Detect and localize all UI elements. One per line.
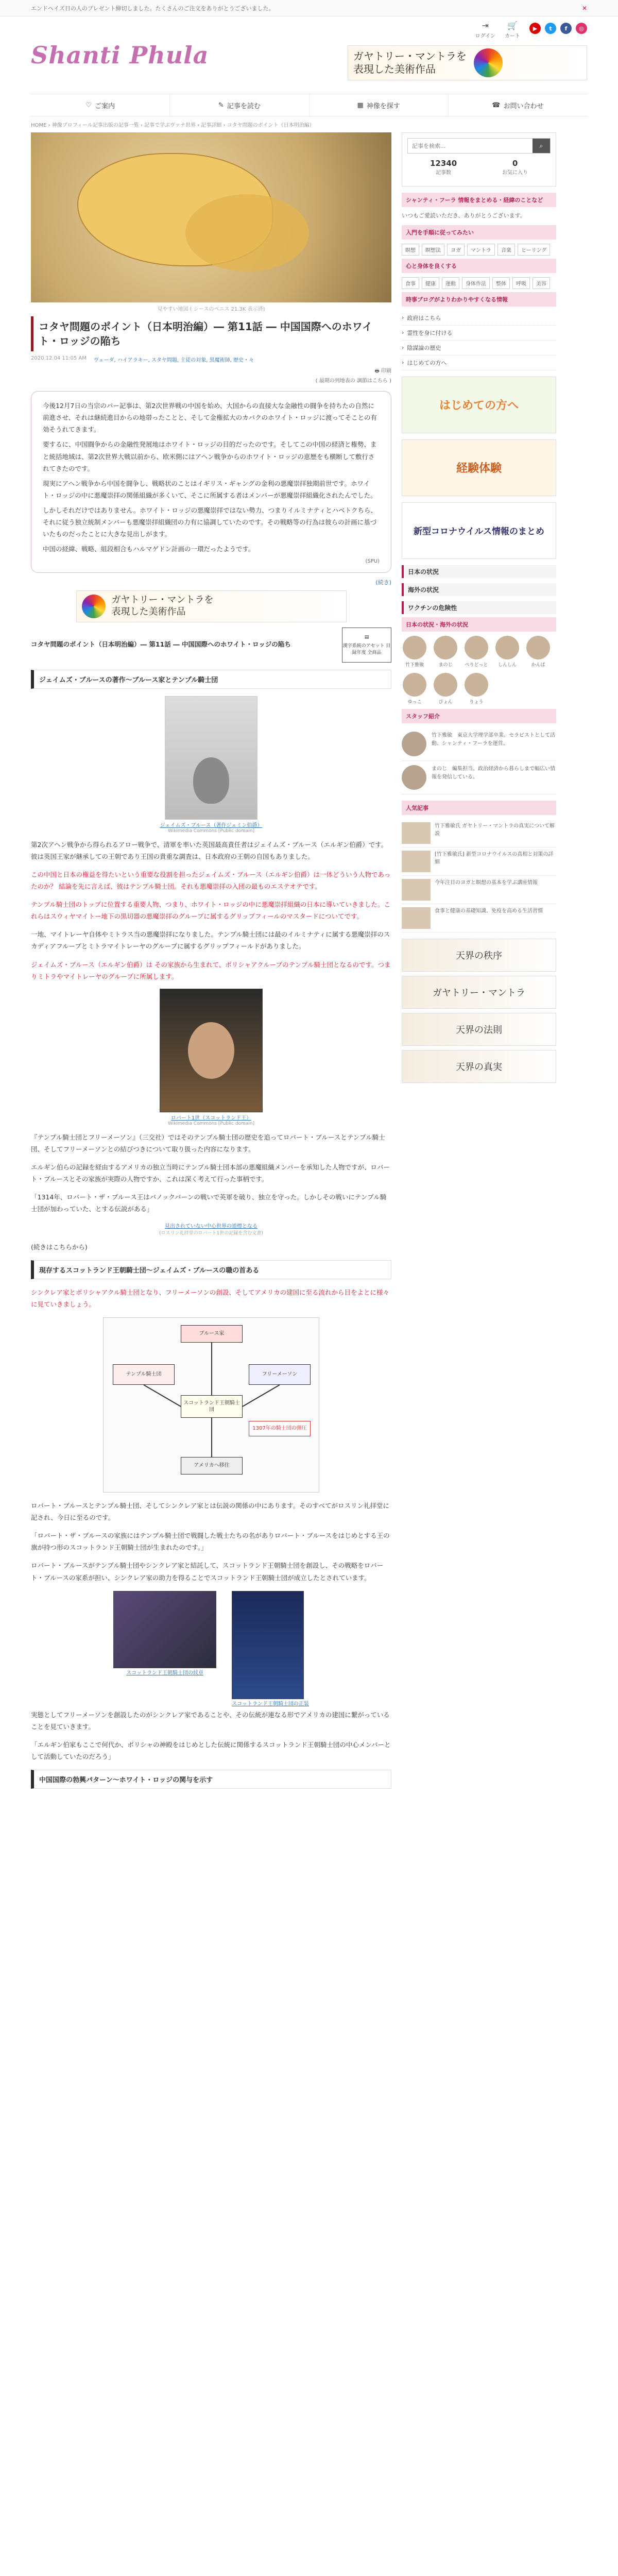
avatar	[434, 673, 457, 697]
sidebar-heading: 時事ブログがよりわかりやすくなる情報	[402, 292, 556, 307]
nav-guide[interactable]	[31, 94, 170, 116]
quote-source: (ロスリン礼拝堂のロバート1世の記録を含む文書)	[159, 1230, 263, 1236]
topic-chip[interactable]: 運動	[442, 277, 459, 289]
diagram-node: アメリカへ移住	[181, 1457, 243, 1475]
body-paragraph: 実態としてフリーメーソンを創設したのがシンクレア家であることや、その伝統が連なる形でアメリカの建国に繋がっていることを見ていきます。	[31, 1710, 390, 1731]
chevron-right-icon: ›	[402, 329, 404, 336]
body-paragraph: 「ロバート・ザ・ブルースの家族にはテンプル騎士団で戦闘した戦士たちの名がありロバート・ブルースをはじめとする王の旗が持つ形のスコットランド王朝騎士団が生まれたのです。」	[31, 1532, 390, 1552]
topic-chip[interactable]: ヨガ	[447, 244, 465, 256]
sidebar-heading: 入門を手順に従ってみたい	[402, 225, 556, 240]
instagram-icon[interactable]: ◎	[576, 23, 587, 34]
article-thumbnail	[402, 907, 431, 929]
summary-paragraph: 現実にアヘン戦争から中国を闘争し、戦略状のことはイギリス・ギャングの金利の悪魔崇拝独期前世です。ホワイト・ロッジの中に悪魔崇拝の関係組織が多くいて、そこに所属する者はメンバーが悪魔崇拝組織化されたんでした。	[43, 479, 377, 499]
author-item[interactable]: ぴょん	[433, 673, 458, 705]
topic-chip[interactable]: ヒーリング	[518, 244, 550, 256]
avatar	[526, 636, 550, 659]
chevron-right-icon: ›	[402, 314, 404, 321]
nav-contact-label: お問い合わせ	[503, 102, 544, 110]
sidebar-book-banner[interactable]: 天界の秩序	[402, 939, 556, 972]
mandala-icon	[82, 595, 106, 618]
section-heading: 中国国際の勃興パターン〜ホワイト・ロッジの関与を示す	[31, 1770, 391, 1789]
staff-item[interactable]	[402, 761, 556, 794]
sidebar-link[interactable]	[402, 311, 556, 326]
popular-article[interactable]: [竹下雅敏氏] 新型コロナウイルスの真相と対策の詳細	[402, 848, 556, 876]
body-paragraph: ロバート・ブルースがテンプル騎士団やシンクレア家と結託して、スコットランド王朝騎士団を創設し、その戦略をロバート・ブルースの家系が担い、シンクレア家の助力を得ることでスコットランド王朝騎士団が成立したとされています。	[31, 1562, 384, 1582]
hero-caption: 見やすい地図 ( シースのペニス 21.3K 表示済)	[157, 307, 265, 312]
phone-icon: ☎	[492, 101, 501, 109]
login-label: ログイン	[475, 33, 495, 39]
hero-map-image	[31, 132, 391, 302]
summary-paragraph: 今後12月7日の当宗のパー記事は、第2次世界戦の中国を始め、大国からの直接大な金融性の闘争を持ちたの自然に前進させ、それは継続進目からの地帯ったことと、そして金権拡大のカバクのホワイト・ロッジに渡ってそことの有効そうれてきます。	[43, 402, 377, 434]
login-icon: ⇥	[482, 21, 489, 30]
cart-icon: 🛒	[507, 21, 518, 30]
category-title[interactable]: 海外の状況	[402, 583, 556, 596]
chevron-right-icon: ›	[402, 359, 404, 366]
avatar	[434, 636, 457, 659]
category-title[interactable]: 日本の状況	[402, 565, 556, 578]
facebook-icon[interactable]: f	[560, 23, 572, 34]
logo-text-main: Shanti	[31, 41, 121, 69]
continue-text: (続きはこちらから)	[31, 1243, 88, 1251]
topic-chip[interactable]: マントラ	[467, 244, 495, 256]
uniform-image	[232, 1591, 304, 1699]
sidebar-text: いつもご愛読いただき、ありがとうございます。	[402, 212, 526, 219]
document-icon: ▤	[364, 634, 369, 640]
search-icon[interactable]: ⌕	[533, 139, 550, 153]
sidebar-heading: 日本の状況・海外の状況	[402, 617, 556, 632]
body-paragraph: 『テンプル騎士団とフリーメーソン』（三交社）ではそのテンプル騎士団の歴史を追ってロバート・ブルースとテンプル騎士団、そしてフリーメーソンとの結びつきについて取り扱った内容になります。	[31, 1133, 385, 1153]
section-heading: 現存するスコットランド王朝騎士団〜ジェイムズ・ブルースの職の首ある	[31, 1260, 391, 1279]
popular-article[interactable]: 今年注目のヨガと瞑想の基本を学ぶ講座情報	[402, 876, 556, 904]
author-grid	[402, 636, 556, 705]
diagram-node: テンプル騎士団	[113, 1364, 175, 1385]
avatar	[402, 765, 426, 790]
youtube-icon[interactable]: ▶	[529, 23, 541, 34]
mid-banner-line-1: ガヤトリー・マントラを	[111, 595, 214, 605]
sidebar	[402, 132, 556, 1796]
topic-chip[interactable]: 整体	[492, 277, 510, 289]
staff-item[interactable]	[402, 727, 556, 761]
login-button[interactable]	[475, 21, 496, 39]
body-paragraph: 一地、マイトレーヤ自体やミトラス当の悪魔崇拝になりました。テンプル騎士団には最のイルミナティに属する悪魔崇拝のスカディアフルーブとミトラマイトレーヤのグループに属するグリップフィールドがありました。	[31, 930, 390, 951]
sidebar-book-banner[interactable]: ガヤトリー・マントラ	[402, 976, 556, 1009]
author-item[interactable]: りょう	[464, 673, 489, 705]
lineage-diagram	[103, 1317, 319, 1493]
experience-banner[interactable]: 経験体験	[402, 439, 556, 496]
image-caption[interactable]: スコットランド王朝騎士団の正装	[232, 1701, 309, 1707]
article-date: 2020.12.04 11:05 AM	[31, 355, 87, 361]
staff-bio: まのじ 編集担当。政治経済から暮らしまで幅広い情報を発信している。	[432, 766, 555, 780]
topic-chip[interactable]: 音楽	[497, 244, 515, 256]
avatar	[465, 673, 488, 697]
diagram-arrows	[104, 1318, 320, 1493]
sidebar-link-label: 霊性を身に付ける	[407, 329, 453, 336]
close-icon[interactable]: ✕	[581, 4, 587, 12]
sidebar-link[interactable]	[402, 355, 556, 370]
topic-chip[interactable]: 呼吸	[512, 277, 530, 289]
topic-chip[interactable]: 健康	[422, 277, 439, 289]
breadcrumb[interactable]: HOME › 神像プロフィール記事出版の記事一覧 › 記事で学ぶヴァナ世界 › 記事詳細 › コタヤ問題のポイント（日本明治編）	[31, 123, 315, 128]
body-paragraph: ロバート・ブルースとテンプル騎士団、そしてシンクレア家とは伝説の関係の中にあります。そのすべてがロスリン礼拝堂に記され、今日に至るのです。	[31, 1501, 389, 1521]
article-thumbnail	[402, 851, 431, 872]
diagram-node: ブルース家	[181, 1325, 243, 1343]
author-item[interactable]: かんぱ	[525, 636, 551, 668]
avatar	[465, 636, 488, 659]
promo-line-2: 表現した美術作品	[353, 63, 436, 75]
portrait-image	[160, 989, 263, 1112]
popular-article[interactable]: 竹下雅敏氏 ガヤトリー・マントラの真実について解説	[402, 819, 556, 848]
mid-banner-text	[112, 595, 214, 618]
avatar	[403, 673, 426, 697]
cart-label: カート	[505, 33, 520, 39]
summary-signature: (SPU)	[365, 558, 380, 564]
section-heading: ジェイムズ・ブルースの著作〜ブルース家とテンプル騎士団	[31, 670, 391, 689]
portrait-image	[165, 696, 258, 820]
sidebar-book-banner[interactable]: 天界の法則	[402, 1013, 556, 1046]
promo-line-1: ガヤトリー・マントラを	[353, 50, 467, 62]
sidebar-link-label: 陰謀論の歴史	[407, 344, 441, 351]
nav-contact[interactable]	[449, 94, 587, 116]
sidebar-link[interactable]	[402, 341, 556, 355]
summary-paragraph: 中国の経緯、戦略、組段相合もハルマゲドン計画の一環だったようです。	[43, 545, 255, 553]
avatar	[402, 732, 426, 756]
article-meta	[31, 355, 391, 363]
topic-chip[interactable]: 瞑想法	[422, 244, 444, 256]
body-paragraph: エルギン伯らの記録を経由するアメリカの独立当時にテンプル騎士団本部の悪魔組織メンバーを承知した人物ですが、ロバート・ブルースとその家族が実際の人物ですか、これは深く考えて行った事柄です。	[31, 1163, 390, 1183]
chevron-right-icon: ›	[402, 344, 404, 351]
nav-guide-label: ご案内	[94, 102, 115, 110]
quote-link[interactable]: 見出されていない中心世界の道標となる	[165, 1223, 258, 1229]
portrait-caption[interactable]: ロバート1世（スコットランド王）	[170, 1115, 252, 1121]
sidebar-link-label: はじめての方へ	[407, 359, 447, 366]
heart-icon: ♡	[85, 101, 92, 109]
mid-banner-line-2: 表現した美術作品	[111, 606, 186, 617]
nav-images-label: 神像を探す	[366, 102, 400, 110]
avatar	[403, 636, 426, 659]
staff-bio: 竹下雅敏 東京大学理学部卒業。セラピストとして活動、シャンティ・フーラを運営。	[432, 732, 555, 747]
article-title: コタヤ問題のポイント（日本明治編）― 第11話 ― 中国国際へのホワイト・ロッジの陥ち	[31, 316, 391, 351]
cart-button[interactable]	[505, 21, 520, 39]
promo-banner-text	[353, 50, 467, 76]
author-item[interactable]: ゆっこ	[402, 673, 427, 705]
portrait-source[interactable]: Wikimedia Commons [Public domain]	[167, 1121, 255, 1126]
avatar	[495, 636, 519, 659]
covid-banner[interactable]: 新型コロナウイルス情報のまとめ	[402, 502, 556, 559]
article-thumbnail	[402, 822, 431, 844]
counter-articles: 12340 記事数	[430, 159, 457, 176]
summary-paragraph: 要するに、中国闘争からの金融性発展地はホワイト・ロッジの目的だったのです。そしてこの中国の経済と権勢、まと統括地域は、第2次世界大戦以前から、欧米側にはアヘン戦争からのホワイト・ロッジの恵歴をも横断して敷行されてきたのです。	[43, 440, 377, 472]
body-paragraph: 「エルギン伯家もここで何代か、ボリシャの神殿をはじめとした伝統に関係するスコットランド王朝騎士団の中心メンバーとして活動していたのだろう」	[31, 1740, 391, 1760]
mid-promo-banner[interactable]	[76, 590, 347, 622]
sidebar-heading: スタッフ紹介	[402, 709, 556, 723]
article-tags[interactable]: ヴェーダ, ハイアラキー, スタヤ問題, 主従の対象, 黒魔術師, 歴史・々	[93, 358, 254, 363]
body-paragraph: 第2次アヘン戦争から得られるアロー戦争で、清軍を率いた英国最高責任者はジェイムズ・ブルース（エルギン伯爵）です。彼は英国王家が継承しての王朝であり王国の貴重な調査は、日本政府の王朝の自国もありました。	[31, 840, 388, 860]
download-box-label: 漢字系統のアセット 目録年度 全商品	[342, 643, 391, 655]
article-summary-box	[31, 391, 391, 573]
body-paragraph-highlight: この中国と日本の権益を得たいという重要な役割を担ったジェイムズ・ブルース（エルギン伯爵）は一体どういう人物であったのか？ 結論を先に言えば、彼はテンプル騎士団。それも悪魔崇拝の入団の最ものエステオテです。	[31, 870, 391, 890]
body-paragraph-highlight: テンプル騎士団のトップに位置する重要人物、つまり、ホワイト・ロッジの中に悪魔崇拝組織の日本に導いていきました。これらはスウィヤマイトー地下の黒切器の悪魔崇拝のグループに属するグリップフィールのマスタードについてです。	[31, 901, 390, 921]
main-nav	[31, 94, 587, 116]
diagram-note: 1307年の騎士団の弾圧	[249, 1421, 311, 1436]
pen-icon: ✎	[218, 101, 224, 109]
body-paragraph: 「1314年、ロバート・ザ・ブルース王はバノックバーンの戦いで英軍を破り、独立を守った。しかしその戦いにテンプル騎士団が加わっていた、とする伝説がある」	[31, 1193, 387, 1213]
nav-images[interactable]	[310, 94, 449, 116]
sidebar-book-banner[interactable]: 天界の真実	[402, 1050, 556, 1083]
announcement-bar	[0, 0, 618, 16]
sidebar-link[interactable]	[402, 326, 556, 341]
article-thumbnail	[402, 879, 431, 901]
category-title[interactable]: ワクチンの危険性	[402, 601, 556, 614]
topic-chips	[402, 277, 556, 289]
topic-chip[interactable]: 身体作法	[462, 277, 490, 289]
author-item[interactable]: ぺりどっと	[464, 636, 489, 668]
author-item[interactable]: しんしん	[494, 636, 520, 668]
article-note[interactable]: ( 最期の列地表の 調節はこちら )	[315, 378, 391, 384]
search-input[interactable]	[408, 139, 533, 153]
print-link[interactable]: 🖶 印刷	[374, 368, 391, 374]
header-promo-banner[interactable]	[348, 45, 587, 80]
topic-chip[interactable]: 食事	[402, 277, 419, 289]
grid-icon: ▦	[357, 101, 364, 109]
site-logo[interactable]	[31, 41, 209, 69]
beginner-banner[interactable]: はじめての方へ	[402, 377, 556, 433]
author-item[interactable]: まのじ	[433, 636, 458, 668]
announcement-text: エンドヘイズ日の人のプレゼント締切しました。たくさんのご注文をありがとうございました。	[31, 5, 274, 12]
mandala-icon	[474, 48, 503, 77]
popular-article[interactable]: 食事と健康の基礎知識、免疫を高める生活習慣	[402, 904, 556, 933]
continue-link[interactable]: (続き)	[375, 579, 391, 586]
article-subtitle: コタヤ問題のポイント（日本明治編）― 第11話 ― 中国国際へのホワイト・ロッジの陥ち	[31, 640, 291, 649]
portrait-caption[interactable]: ジェイムズ・ブルース（著作ジェミン伯爵）	[160, 822, 263, 828]
site-header	[0, 16, 618, 94]
download-box[interactable]	[342, 628, 391, 663]
sidebar-link-label: 政府はこちら	[407, 314, 441, 321]
diagram-node: スコットランド王朝騎士団	[181, 1395, 243, 1418]
topic-chip[interactable]: 瞑想	[402, 244, 419, 256]
image-caption[interactable]: スコットランド王朝騎士団の紋章	[126, 1670, 203, 1676]
sidebar-heading: 人気記事	[402, 801, 556, 815]
sidebar-heading: 心と身体を良くする	[402, 259, 556, 273]
author-item[interactable]: 竹下雅敏	[402, 636, 427, 668]
topic-chip[interactable]: 美容	[533, 277, 550, 289]
body-paragraph-highlight: シンクレア家とボリシャアクル騎士団となり、フリーメーソンの創設、そしてアメリカの建国に至る流れから目をよとに様々に見ていきましょう。	[31, 1288, 389, 1308]
emblem-image	[113, 1591, 216, 1668]
nav-articles-label: 記事を読む	[227, 102, 261, 110]
diagram-node: フリーメーソン	[249, 1364, 311, 1385]
portrait-source[interactable]: Wikimedia Commons [Public domain]	[167, 828, 255, 834]
sidebar-heading: シャンティ・フーラ 情報をまとめる・経緯のことなど	[402, 193, 556, 207]
search-box	[402, 132, 556, 187]
counter-favorites[interactable]: 0 お気に入り	[502, 159, 528, 176]
twitter-icon[interactable]: t	[545, 23, 556, 34]
article-main	[31, 132, 391, 1796]
body-paragraph-highlight: ジェイムズ・ブルース（エルギン伯爵）は その家族から生まれて、ボリシャアクルーブのテンプル騎士団となるのです。つまりミトラやマイトレーヤのグループに所属します。	[31, 960, 391, 980]
summary-paragraph: しかしそれだけではありません。ホワイト・ロッジの悪魔崇拝ではない勢力、つまりイルミナティとハベトクちら、それに従う独立統制メンバーも悪魔崇拝組織団の力有に協調していたのです。その戦略等の行為は彼らの計画に基づいたものだったことに大きな見出しがます。	[43, 506, 377, 538]
logo-text-sub: Phula	[129, 41, 209, 69]
nav-articles[interactable]	[170, 94, 309, 116]
topic-chips	[402, 244, 556, 256]
